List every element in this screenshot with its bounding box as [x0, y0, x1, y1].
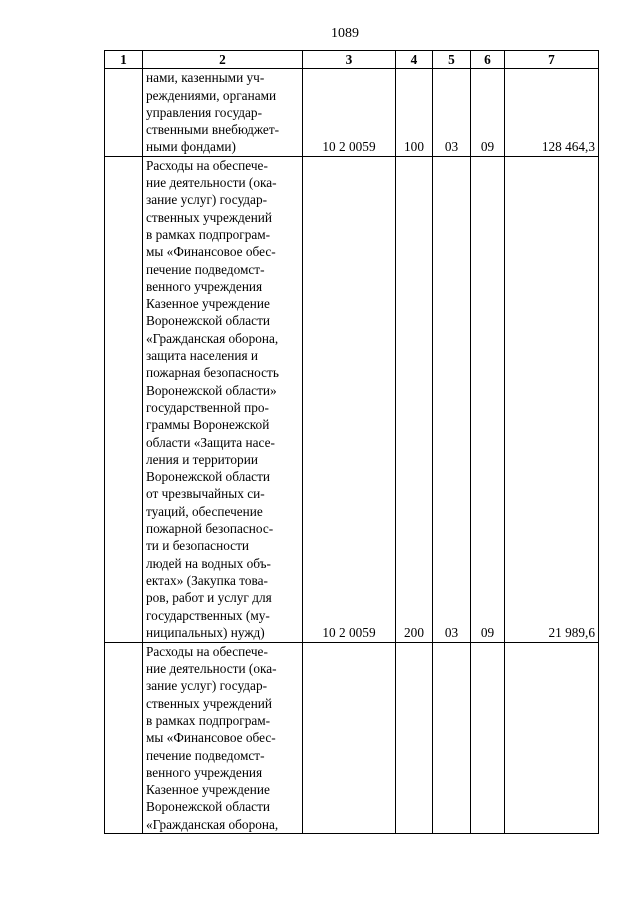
code-cell: 10 2 0059 — [303, 156, 396, 642]
type-cell: 200 — [396, 156, 433, 642]
column-header: 3 — [303, 51, 396, 69]
description-line: от чрезвычайных си- — [146, 486, 265, 502]
type-cell — [396, 642, 433, 833]
column-header: 5 — [433, 51, 471, 69]
budget-table — [104, 50, 599, 834]
description-line: ние деятельности (ока- — [146, 661, 277, 677]
description-line: мы «Финансовое обес- — [146, 730, 276, 746]
description-line: Воронежской области — [146, 469, 271, 485]
page-number: 1089 — [331, 26, 359, 41]
description-line: защита населения и — [146, 348, 259, 364]
description-line: Казенное учреждение — [146, 296, 270, 312]
description-line: ственных учреждений — [146, 695, 273, 711]
row-index-cell — [105, 156, 143, 642]
description-line: Расходы на обеспече- — [146, 157, 268, 173]
description-line: пожарная безопасность — [146, 365, 279, 381]
description-line: ными фондами) — [146, 139, 236, 155]
description-line: ственных учреждений — [146, 209, 273, 225]
description-line: ров, работ и услуг для — [146, 590, 272, 606]
description-line: государственной про- — [146, 399, 269, 415]
amount-cell — [505, 642, 599, 833]
description-cell — [143, 642, 303, 833]
column-header: 6 — [471, 51, 505, 69]
description-line: нами, казенными уч- — [146, 70, 265, 86]
description-line: ти и безопасности — [146, 538, 250, 554]
description-line: Казенное учреждение — [146, 782, 270, 798]
description-line: туаций, обеспечение — [146, 503, 263, 519]
description-line: ектах» (Закупка това- — [146, 572, 268, 588]
description-line: Воронежской области — [146, 313, 271, 329]
description-line: Воронежской области — [146, 799, 271, 815]
table-row — [105, 642, 599, 833]
amount-cell: 128 464,3 — [505, 69, 599, 156]
description-line: государственных (му- — [146, 607, 270, 623]
section-cell: 03 — [433, 69, 471, 156]
subsection-cell: 09 — [471, 156, 505, 642]
code-cell: 10 2 0059 — [303, 69, 396, 156]
row-index-cell — [105, 69, 143, 156]
description-line: ственными внебюджет- — [146, 122, 280, 138]
description-line: венного учреждения — [146, 764, 263, 780]
description-line: в рамках подпрограм- — [146, 712, 271, 728]
section-cell — [433, 642, 471, 833]
description-line: ние деятельности (ока- — [146, 175, 277, 191]
description-line: пожарной безопаснос- — [146, 521, 274, 537]
code-cell — [303, 642, 396, 833]
description-line: в рамках подпрограм- — [146, 226, 271, 242]
description-line: «Гражданская оборона, — [146, 330, 279, 346]
description-line: области «Защита насе- — [146, 434, 275, 450]
description-line: зание услуг) государ- — [146, 192, 268, 208]
description-line: ниципальных) нужд) — [146, 624, 265, 640]
description-line: печение подведомст- — [146, 261, 265, 277]
description-cell — [143, 69, 303, 156]
table-row — [105, 156, 599, 642]
description-line: венного учреждения — [146, 278, 263, 294]
description-line: печение подведомст- — [146, 747, 265, 763]
description-line: «Гражданская оборона, — [146, 816, 279, 832]
description-line: граммы Воронежской — [146, 417, 270, 433]
subsection-cell — [471, 642, 505, 833]
description-line: управления государ- — [146, 104, 263, 120]
row-index-cell — [105, 642, 143, 833]
type-cell: 100 — [396, 69, 433, 156]
description-line: людей на водных объ- — [146, 555, 271, 571]
description-line: зание услуг) государ- — [146, 678, 268, 694]
table-row — [105, 69, 599, 156]
description-cell — [143, 156, 303, 642]
description-line: Воронежской области» — [146, 382, 277, 398]
description-line: Расходы на обеспече- — [146, 643, 268, 659]
amount-cell: 21 989,6 — [505, 156, 599, 642]
section-cell: 03 — [433, 156, 471, 642]
description-line: мы «Финансовое обес- — [146, 244, 276, 260]
column-header: 4 — [396, 51, 433, 69]
description-line: реждениями, органами — [146, 87, 277, 103]
column-header: 7 — [505, 51, 599, 69]
description-line: ления и территории — [146, 451, 258, 467]
column-header: 2 — [143, 51, 303, 69]
column-header: 1 — [105, 51, 143, 69]
table-header-row — [105, 51, 599, 69]
subsection-cell: 09 — [471, 69, 505, 156]
